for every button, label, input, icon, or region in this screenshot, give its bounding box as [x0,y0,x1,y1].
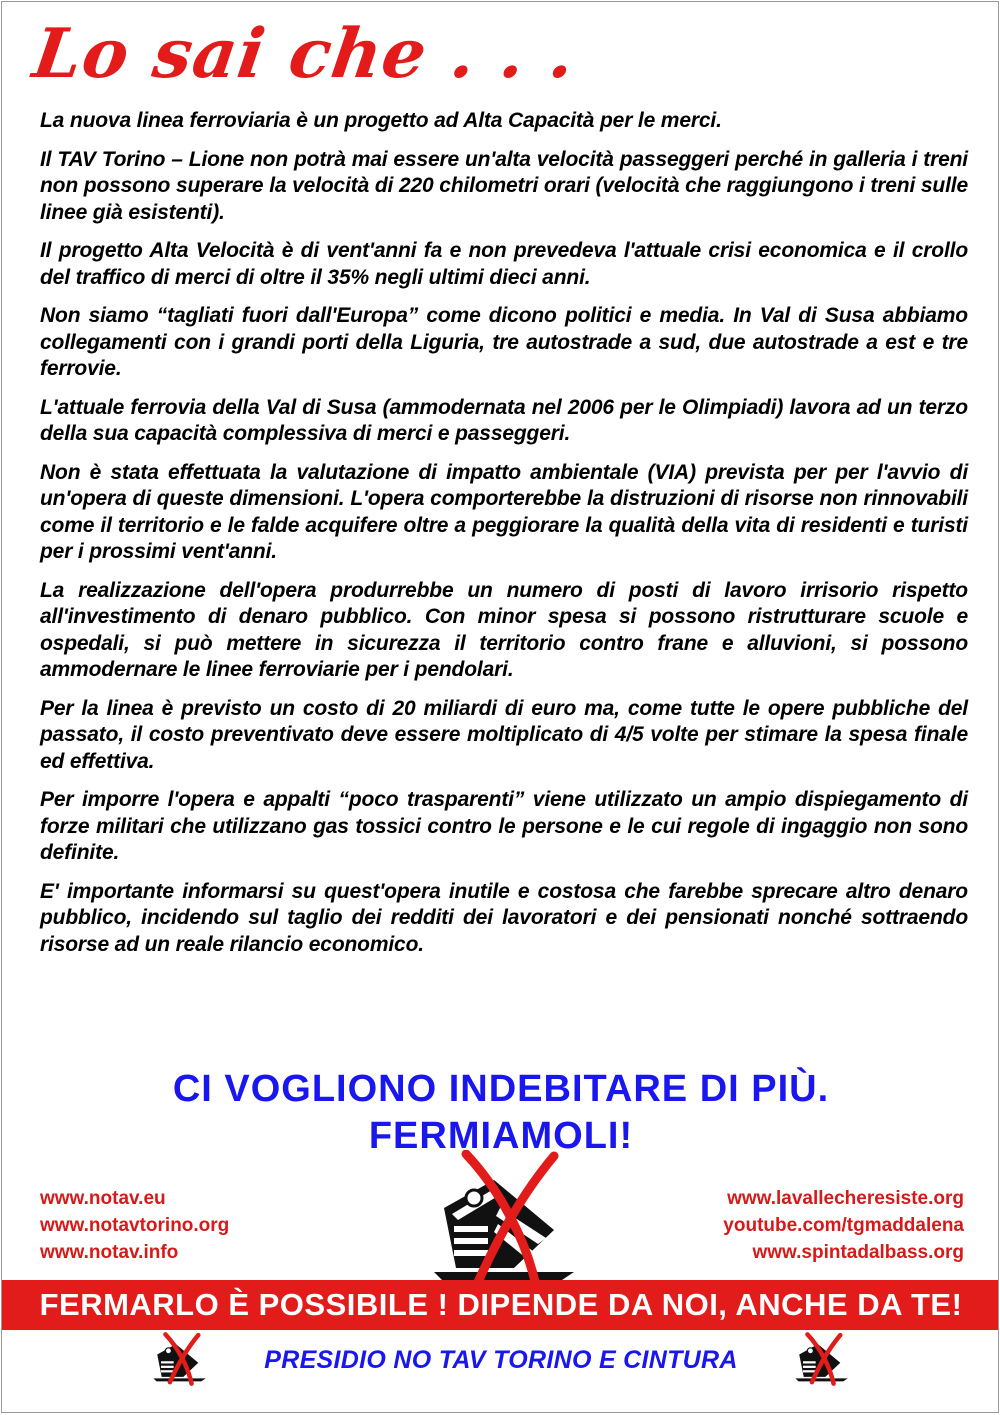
cta-line-2: FERMIAMOLI! [368,1115,634,1157]
link-notavtorino[interactable]: www.notavtorino.org [40,1215,230,1236]
page-title: Lo sai che . . . [28,14,581,94]
footer-presidio: PRESIDIO NO TAV TORINO E CINTURA [264,1346,738,1374]
paragraph-3: Il progetto Alta Velocità è di vent'anni fa e non prevedeva l'attuale crisi economica e il crollo del traffico di merci di oltre il 35% negli ultimi dieci anni. [40,239,968,289]
paragraph-1: La nuova linea ferroviaria è un progetto ad Alta Capacità per le merci. [40,109,722,132]
link-spintadalbass[interactable]: www.spintadalbass.org [752,1242,964,1263]
link-notav-eu[interactable]: www.notav.eu [40,1188,166,1209]
links-left [40,1185,229,1266]
cta-line-1: CI VOGLIONO INDEBITARE DI PIÙ. [172,1068,830,1110]
flyer-page [1,1,999,1413]
paragraph-6: Non è stata effettuata la valutazione di impatto ambientale (VIA) prevista per per l'avvio di un'opera di queste dimensioni. L'opera comporterebbe la distruzioni di risorse non rinnovabili come il territorio e le falde acquifere oltre a peggiorare la qualità della vita di residenti e turisti per i prossimi vent'anni. [40,460,968,563]
body-text [40,108,968,970]
link-notav-info[interactable]: www.notav.info [40,1242,179,1263]
no-tav-train-icon-right [794,1330,850,1388]
link-youtube-tgmaddalena[interactable]: youtube.com/tgmaddalena [723,1215,964,1236]
red-banner: FERMARLO È POSSIBILE ! DIPENDE DA NOI, ANCHE DA TE! [2,1280,999,1330]
paragraph-9: Per imporre l'opera e appalti “poco trasparenti” viene utilizzato un ampio dispiegamento di forze militari che utilizzano gas tossici contro le persone e le cui regole di ingaggio non sono definite. [40,788,968,864]
paragraph-8: Per la linea è previsto un costo di 20 miliardi di euro ma, come tutte le opere pubbliche del passato, il costo preventivato deve essere moltiplicato di 4/5 volte per stimare la spesa finale ed effettiva. [40,696,968,773]
paragraph-10: E' importante informarsi su quest'opera inutile e costosa che farebbe sprecare altro denaro pubblico, incidendo sul taglio dei redditi dei lavoratori e dei pensionati nonché sottraendo risorse ad un reale rilancio economico. [40,879,968,956]
link-lavallecheresiste[interactable]: www.lavallecheresiste.org [727,1188,964,1209]
paragraph-2: Il TAV Torino – Lione non potrà mai essere un'alta velocità passeggeri perché in galleria i treni non possono superare la velocità di 220 chilometri orari (velocità che raggiungono i treni sulle linee già esistenti). [40,147,968,224]
call-to-action [2,1066,999,1160]
no-tav-train-icon [430,1150,580,1290]
paragraph-7: La realizzazione dell'opera produrrebbe un numero di posti di lavoro irrisorio rispetto all'investimento di denaro pubblico. Con minor spesa si possono ristrutturare scuole e ospedali, si può mettere in sicurezza il territorio contro frane e alluvioni, si possono ammodernare le linee ferroviarie per i pendolari. [40,578,968,681]
paragraph-5: L'attuale ferrovia della Val di Susa (ammodernata nel 2006 per le Olimpiadi) lavora ad un terzo della sua capacità complessiva di merci e passeggeri. [40,395,968,445]
links-right [723,1185,964,1266]
paragraph-4: Non siamo “tagliati fuori dall'Europa” come dicono politici e media. In Val di Susa abbiamo collegamenti con i grandi porti della Liguria, tre autostrade a sud, due autostrade a est e tre ferrovie. [40,304,968,380]
